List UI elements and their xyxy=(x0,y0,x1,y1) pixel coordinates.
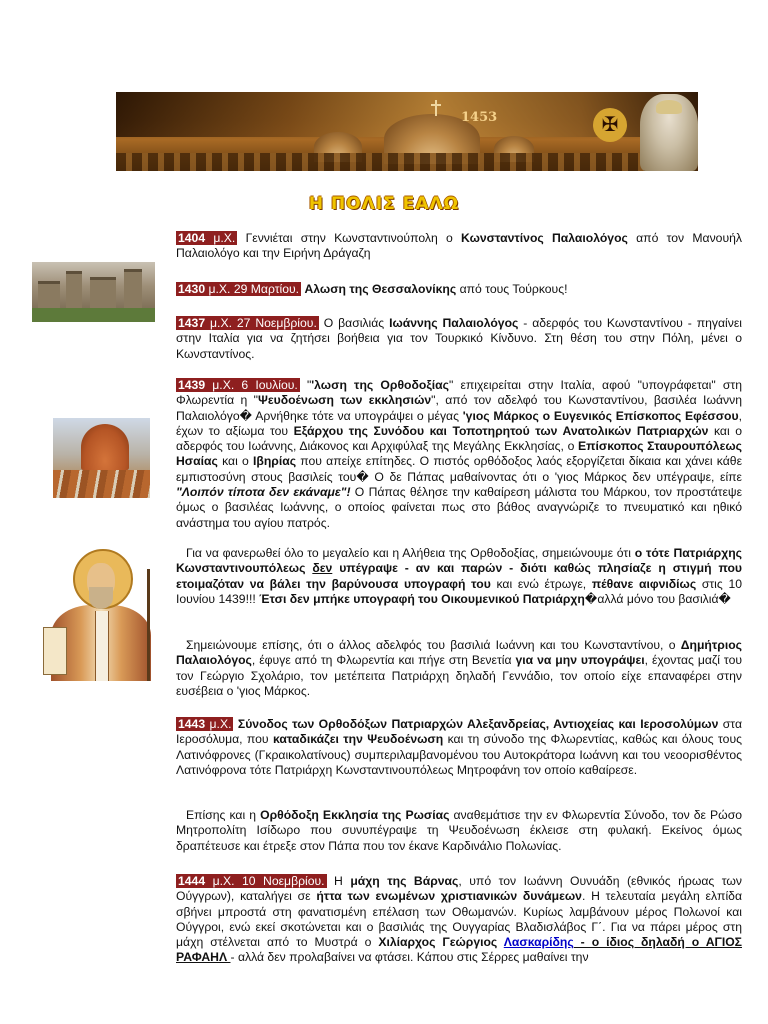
castle-walls-image xyxy=(32,262,155,322)
entry-1443: 1443 μ.Χ. Σύνοδος των Ορθοδόξων Πατριαρχών Αλεξανδρείας, Αντιοχείας και Ιεροσολύμων στα Ιεροσόλυμα, που καταδικάζει την Ψευδοένωση και τη σύνοδο της Φλωρεντίας, καθώς και όλους τους Λατινόφρονες (Γκραικολατίνους) συμπεριλαμβανομένου του Αυτοκράτορα Ιωάννη και του νεοορισθέντος Λατινόφρονα τότε Πατριάρχη Κωνσταντινουπόλεως Μητροφάνη τον οποίο καθαίρεσε. xyxy=(176,717,742,777)
florence-cathedral-image xyxy=(53,418,150,498)
laskaridis-link[interactable]: Λασκαρίδης xyxy=(503,935,574,950)
entry-1437: 1437 μ.Χ. 27 Νοεμβρίου. Ο βασιλιάς Ιωάννης Παλαιολόγος - αδερφός του Κωνσταντίνου - πηγαίνει στην Ιταλία για να ζητήσει βοήθεια για τον Τουρκικό Κίνδυνο. Στη θέση του στην Πόλη, μένει ο Κωνσταντίνος. xyxy=(176,316,742,361)
paragraph-patriarch: Για να φανερωθεί όλο το μεγαλείο και η Αλήθεια της Ορθοδοξίας, σημειώνουμε ότι ο τότε Πατριάρχης Κωνσταντινουπόλεως δεν υπέγραψε - αν και παρών - διότι καθώς πλησίαζε η στιγμή που ετοιμαζόταν να βάλει την βαρύνουσα υπογραφή του και ενώ έτρωγε, πέθανε αιφνιδίως στις 10 Ιουνίου 1439!!! Έτσι δεν μπήκε υπογραφή του Οικουμενικού Πατριάρχη�αλλά μόνο του βασιλιά� xyxy=(176,546,742,606)
date-badge: 1439 μ.Χ. 6 Ιουλίου. xyxy=(178,378,298,392)
banner-year: 1453 xyxy=(461,110,498,125)
emperor-portrait xyxy=(640,94,698,171)
entry-1430: 1430 μ.Χ. 29 Μαρτίου. Αλωση της Θεσσαλονίκης από τους Τούρκους! xyxy=(178,282,568,296)
city-walls xyxy=(116,153,698,171)
page-title: Η ΠΟΛΙΣ ΕΑΛΩ xyxy=(308,194,460,214)
entry-1439: 1439 μ.Χ. 6 Ιουλίου. "'λωση της Ορθοδοξίας" επιχειρείται στην Ιταλία, αφού "υπογράφεται" στη Φλωρεντία η "Ψευδοένωση των εκκλησιών", από τον αδελφό του Κωνσταντίνου, βασιλέα Ιωάννη Παλαιολόγο� Αρνήθηκε τότε να υπογράψει ο μέγας 'γιος Μάρκος ο Ευγενικός Επίσκοπος Εφέσσου, έχων το αξίωμα του Εξάρχου της Συνόδου και Τοποτηρητού των Ανατολικών Πατριαρχών και ο αδερφός του Ιωάννης, Διάκονος και Αρχιφύλαξ της Μεγάλης Εκκλησίας, ο Επίσκοπος Σταυρουπόλεως Ησαίας και ο Ιβηρίας που απείχε επίτηδες. Ο πιστός ορθόδοξος λαός εξοργίζεται δίκαια και χάνει κάθε εμπιστοσύνη στους βασιλείς του� Ο δε Πάπας μαθαίνοντας ότι ο 'γιος Μάρκος δεν υπέγραψε, είπε "Λοιπόν τίποτα δεν εκάναμε"! Ο Πάπας θέλησε την καθαίρεση μάλιστα του Μάρκου, τον προστάτεψε όμως ο βασιλέας Ιωάννης, ο οποίος φαίνεται πως στο βάθος αναγνώριζε το πνευματικό και ηθικό ανάστημα του αγίου πατρός. xyxy=(176,378,743,530)
cross-icon xyxy=(435,100,437,116)
header-banner-image xyxy=(116,92,698,171)
double-headed-eagle-icon: ✠ xyxy=(593,108,627,142)
saint-mark-icon-image xyxy=(43,549,159,681)
date-badge: 1430 μ.Χ. 29 Μαρτίου. xyxy=(178,282,300,296)
date-badge: 1437 μ.Χ. 27 Νοεμβρίου. xyxy=(178,316,317,330)
entry-1404: 1404 μ.Χ. Γεννιέται στην Κωνσταντινούπολη ο Κωνσταντίνος Παλαιολόγος από τον Μανουήλ Παλαιολόγο και την Ειρήνη Δράγαζη xyxy=(176,231,742,261)
entry-1444: 1444 μ.Χ. 10 Νοεμβρίου. Η μάχη της Βάρνας, υπό τον Ιωάννη Ουνυάδη (εθνικός ήρωας των Ούγγρων), καταλήγει σε ήττα των ενωμένων χριστιανικών δυνάμεων. Η τελευταία μεγάλη ελπίδα σβήνει μπροστά στη φανατισμένη επέλαση των Οθωμανών. Κυρίως λαμβάνουν μέρος Πολωνοί και Ούγγροι, ενώ εκεί σκοτώνεται και ο βασιλιάς της Ουγγαρίας Βλαδισλάβος Γ΄. Για να πάρει μέρος στη μάχη στέλνεται από το Μυστρά ο Χιλίαρχος Γεώργιος Λασκαρίδης - ο ίδιος δηλαδή ο ΑΓΙΟΣ ΡΑΦΑΗΛ - αλλά δεν προλαβαίνει να φτάσει. Κάπου στις Σέρρες μαθαίνει την xyxy=(176,874,742,965)
paragraph-dimitrios: Σημειώνουμε επίσης, ότι ο άλλος αδελφός του βασιλιά Ιωάννη και του Κωνσταντίνου, ο Δημήτριος Παλαιολόγος, έφυγε από τη Φλωρεντία και πήγε στη Βενετία για να μην υπογράψει, έχοντας μαζί του τον Γεώργιο Σχολάριο, τον μετέπειτα Πατριάρχη δηλαδή Γεννάδιο, τον οποίο είχε επαναφέρει στην ευσέβεια ο 'γιος Μάρκος. xyxy=(176,638,743,698)
date-badge: 1404 μ.Χ. xyxy=(178,231,236,245)
date-badge: 1444 μ.Χ. 10 Νοεμβρίου. xyxy=(178,874,325,888)
date-badge: 1443 μ.Χ. xyxy=(178,717,232,731)
paragraph-russia: Επίσης και η Ορθόδοξη Εκκλησία της Ρωσίας αναθεμάτισε την εν Φλωρεντία Σύνοδο, τον δε Ρώσο Μητροπολίτη Ισίδωρο που συνυπέγραψε τη Ψευδοένωση έκλεισε στη φυλακή. Εκείνος όμως δραπέτευσε και έτρεξε στον Πάπα που τον έκανε Καρδινάλιο Πολωνίας. xyxy=(176,808,742,853)
